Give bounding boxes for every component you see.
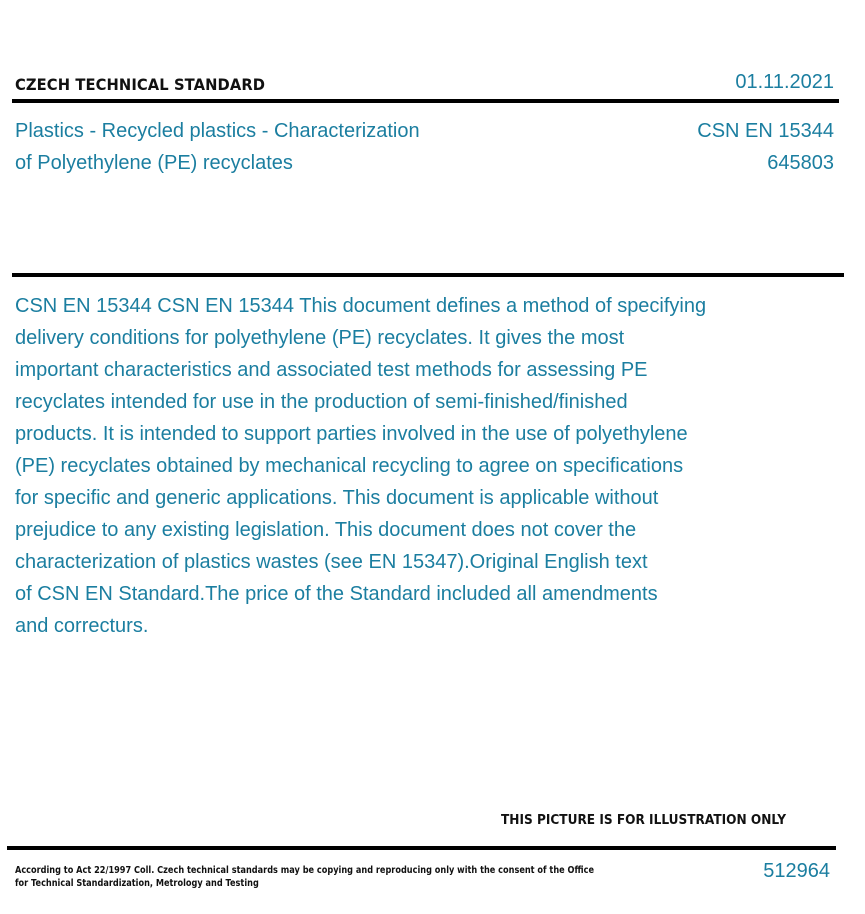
illustration-disclaimer: THIS PICTURE IS FOR ILLUSTRATION ONLY [501,812,787,828]
standard-title-line-2: of Polyethylene (PE) recyclates [15,152,293,174]
standard-title [15,115,420,179]
header-divider [12,99,839,103]
document-id: 512964 [763,860,830,882]
standard-title-line-1: Plastics - Recycled plastics - Characterization [15,120,420,142]
footer-divider [7,846,836,850]
legal-notice [15,864,594,890]
standard-code: CSN EN 15344 [697,120,834,142]
publication-date: 01.11.2021 [735,71,834,93]
legal-notice-line-2: for Technical Standardization, Metrology and Testing [15,878,259,889]
section-divider [12,273,844,277]
document-kind-heading: CZECH TECHNICAL STANDARD [15,75,266,94]
standard-codes [697,115,834,179]
classification-number: 645803 [767,152,834,174]
legal-notice-line-1: According to Act 22/1997 Coll. Czech technical standards may be copying and reproducing only with the consent of the Office [15,865,594,876]
standard-abstract: CSN EN 15344 CSN EN 15344 This document defines a method of specifying delivery conditions for polyethylene (PE) recyclates. It gives the most important characteristics and associated test methods for assessing PE recyclates intended for use in the production of semi-finished/finished products. It is intended to support parties involved in the use of polyethylene (PE) recyclates obtained by mechanical recycling to agree on specifications for specific and generic applications. This document is applicable without prejudice to any existing legislation. This document does not cover the characterization of plastics wastes (see EN 15347).Original English text of CSN EN Standard.The price of the Standard included all amendments and correcturs. [15,295,707,637]
